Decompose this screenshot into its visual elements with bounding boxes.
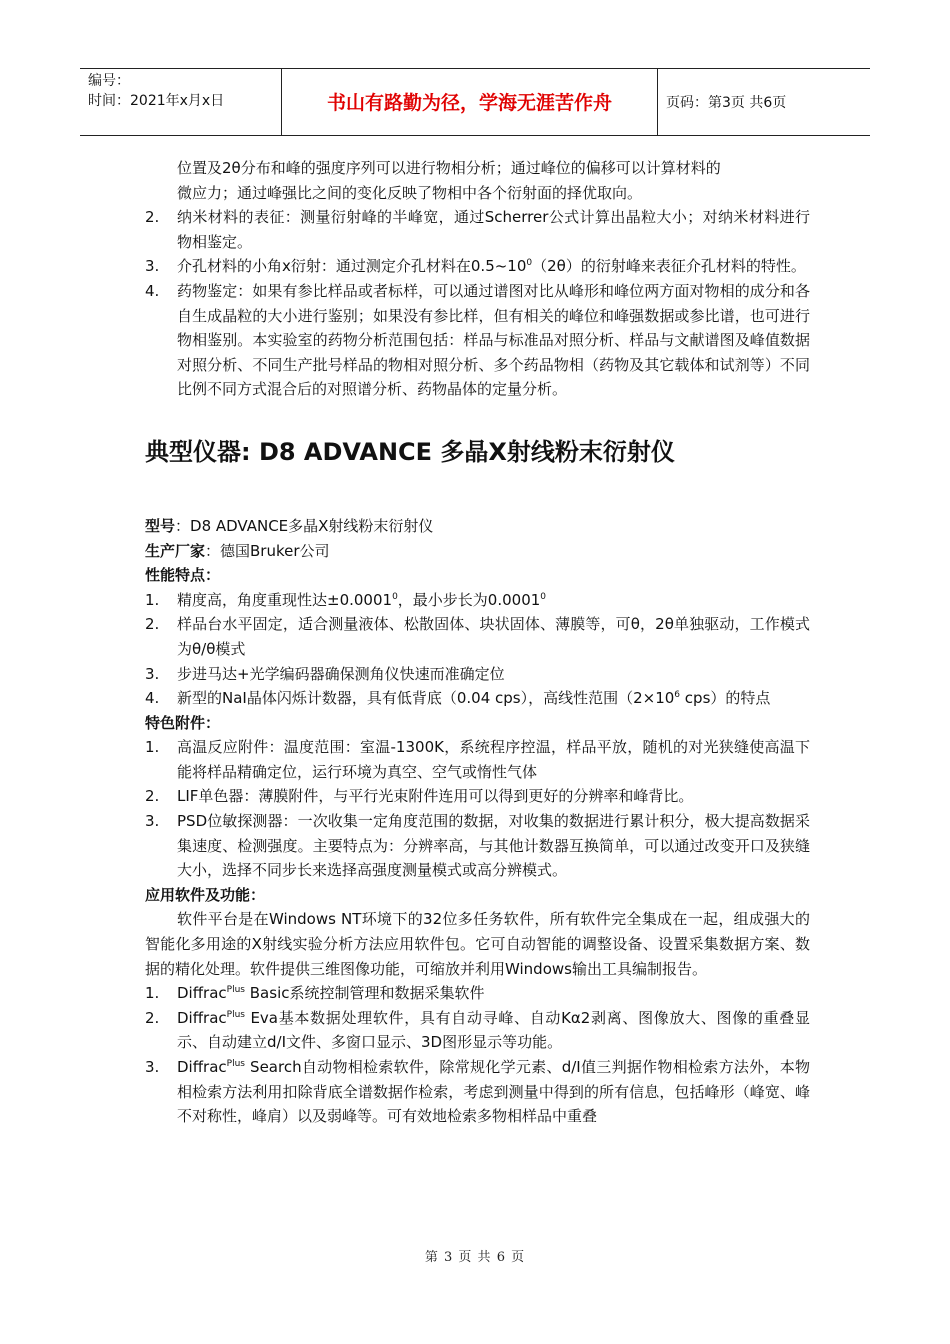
superscript: 0 xyxy=(540,591,547,602)
list-text: Search自动物相检索软件，除常规化学元素、d/I值三判据作物相检索方法外，本物相检索方法利用扣除背底全谱数据作检索，考虑到测量中得到的所有信息，包括峰形（峰宽、峰不对称性，峰肩）以及弱峰等。可有效地检索多物相样品中重叠 xyxy=(177,1058,810,1126)
list-text: 样品台水平固定，适合测量液体、松散固体、块状固体、薄膜等，可θ，2θ单独驱动，工作模式为θ/θ模式 xyxy=(177,615,810,658)
list-item xyxy=(145,662,810,687)
list-number: 1. xyxy=(145,738,160,757)
list-text: 步进马达+光学编码器确保测角仪快速而准确定位 xyxy=(177,664,505,683)
list-text: cps）的特点 xyxy=(680,689,771,708)
superscript: Plus xyxy=(226,985,245,996)
list-item xyxy=(145,735,810,784)
list-item xyxy=(145,1055,810,1129)
intro-line: 微应力；通过峰强比之间的变化反映了物相中各个衍射面的择优取向。 xyxy=(177,183,643,202)
list-item xyxy=(145,809,810,883)
model-value: ：D8 ADVANCE多晶X射线粉末衍射仪 xyxy=(175,516,434,535)
document-date-label: 时间：2021年x月x日 xyxy=(88,93,225,109)
superscript: Plus xyxy=(226,1059,245,1069)
list-text: Eva基本数据处理软件，具有自动寻峰、自动Kα2剥离、图像放大、图像的重叠显示、自动建立d/I文件、多窗口显示、3D图形显示等功能。 xyxy=(177,1008,810,1052)
list-number: 2. xyxy=(145,615,160,634)
software-name: Diffrac xyxy=(177,984,227,1003)
document-body xyxy=(145,156,810,1129)
section-title: 典型仪器: D8 ADVANCE 多晶X射线粉末衍射仪 xyxy=(145,437,675,466)
list-text: 纳米材料的表征：测量衍射峰的半峰宽，通过Scherrer公式计算出晶粒大小；对纳米材料进行物相鉴定。 xyxy=(177,208,810,251)
superscript: 0 xyxy=(392,591,398,602)
maker-line xyxy=(145,539,810,564)
list-number: 4. xyxy=(145,689,160,708)
performance-heading: 性能特点： xyxy=(145,566,221,585)
list-item xyxy=(145,1006,810,1055)
list-number: 3. xyxy=(145,1058,160,1076)
list-item xyxy=(145,588,810,613)
footer-page-number: 第 3 页 共 6 页 xyxy=(424,1250,526,1265)
list-number: 3. xyxy=(145,664,160,683)
superscript: 6 xyxy=(674,690,681,701)
list-item xyxy=(145,784,810,809)
list-number: 3. xyxy=(145,812,160,831)
software-name: Diffrac xyxy=(177,1008,227,1027)
intro-line: 位置及2θ分布和峰的强度序列可以进行物相分析；通过峰位的偏移可以计算材料的 xyxy=(177,159,721,177)
software-heading: 应用软件及功能： xyxy=(145,885,266,904)
list-item xyxy=(145,612,810,661)
list-number: 1. xyxy=(145,984,160,1003)
software-name: Diffrac xyxy=(177,1058,227,1076)
superscript: 0 xyxy=(526,258,533,269)
list-text: Basic系统控制管理和数据采集软件 xyxy=(245,984,485,1003)
page-header xyxy=(80,68,870,136)
applications-list xyxy=(145,205,810,402)
list-number: 2. xyxy=(145,1008,160,1027)
accessories-list xyxy=(145,735,810,883)
list-text: （2θ）的衍射峰来表征介孔材料的特性。 xyxy=(532,257,806,276)
list-item xyxy=(145,279,810,402)
performance-list xyxy=(145,588,810,711)
list-text: ，最小步长为0.0001 xyxy=(397,590,541,609)
maker-label: 生产厂家 xyxy=(145,541,206,560)
list-text: 高温反应附件：温度范围：室温-1300K，系统程序控温，样品平放，随机的对光狭缝使高温下能将样品精确定位，运行环境为真空、空气或惰性气体 xyxy=(177,738,810,781)
list-text: 药物鉴定：如果有参比样品或者标样，可以通过谱图对比从峰形和峰位两方面对物相的成分和各自生成晶粒的大小进行鉴别；如果没有参比样，但有相关的峰位和峰强数据或参比谱，也可进行物相鉴别。本实验室的药物分析范围包括：样品与标准品对照分析、样品与文献谱图及峰值数据对照分析、不同生产批号样品的物相对照分析、多个药品物相（药物及其它载体和试剂等）不同比例不同方式混合后的对照谱分析、药物晶体的定量分析。 xyxy=(177,281,810,399)
intro-paragraph xyxy=(145,156,810,205)
model-label: 型号 xyxy=(145,516,176,535)
list-number: 1. xyxy=(145,590,160,609)
document-number-label: 编号： xyxy=(88,73,130,89)
maker-value: ：德国Bruker公司 xyxy=(205,541,330,560)
list-item xyxy=(145,686,810,711)
list-text: LIF单色器：薄膜附件，与平行光束附件连用可以得到更好的分辨率和峰背比。 xyxy=(177,787,694,806)
superscript: Plus xyxy=(226,1009,245,1020)
header-meta xyxy=(80,69,282,135)
list-item xyxy=(145,981,810,1006)
list-text: 介孔材料的小角x衍射：通过测定介孔材料在0.5~10 xyxy=(177,257,527,276)
list-number: 4. xyxy=(145,281,160,300)
page-footer xyxy=(0,1246,950,1265)
list-item xyxy=(145,205,810,254)
header-motto: 书山有路勤为径，学海无涯苦作舟 xyxy=(282,69,658,135)
accessories-heading: 特色附件： xyxy=(145,713,221,732)
model-line xyxy=(145,514,810,539)
list-number: 3. xyxy=(145,257,160,276)
list-text: 精度高，角度重现性达±0.0001 xyxy=(177,590,393,609)
list-item xyxy=(145,254,810,279)
list-number: 2. xyxy=(145,208,160,227)
software-paragraph: 软件平台是在Windows NT环境下的32位多任务软件，所有软件完全集成在一起，组成强大的智能化多用途的X射线实验分析方法应用软件包。它可自动智能的调整设备、设置采集数据方案、数据的精化处理。软件提供三维图像功能，可缩放并利用Windows输出工具编制报告。 xyxy=(145,910,810,978)
header-page-number: 页码：第3页 共6页 xyxy=(666,95,787,111)
software-list xyxy=(145,981,810,1129)
list-text: PSD位敏探测器：一次收集一定角度范围的数据，对收集的数据进行累计积分，极大提高数据采集速度、检测强度。主要特点为：分辨率高，与其他计数器互换简单，可以通过改变开口及狭缝大小，选择不同步长来选择高强度测量模式或高分辨模式。 xyxy=(177,812,810,880)
list-text: 新型的NaI晶体闪烁计数器，具有低背底（0.04 cps），高线性范围（2×10 xyxy=(177,689,675,708)
list-number: 2. xyxy=(145,787,160,806)
